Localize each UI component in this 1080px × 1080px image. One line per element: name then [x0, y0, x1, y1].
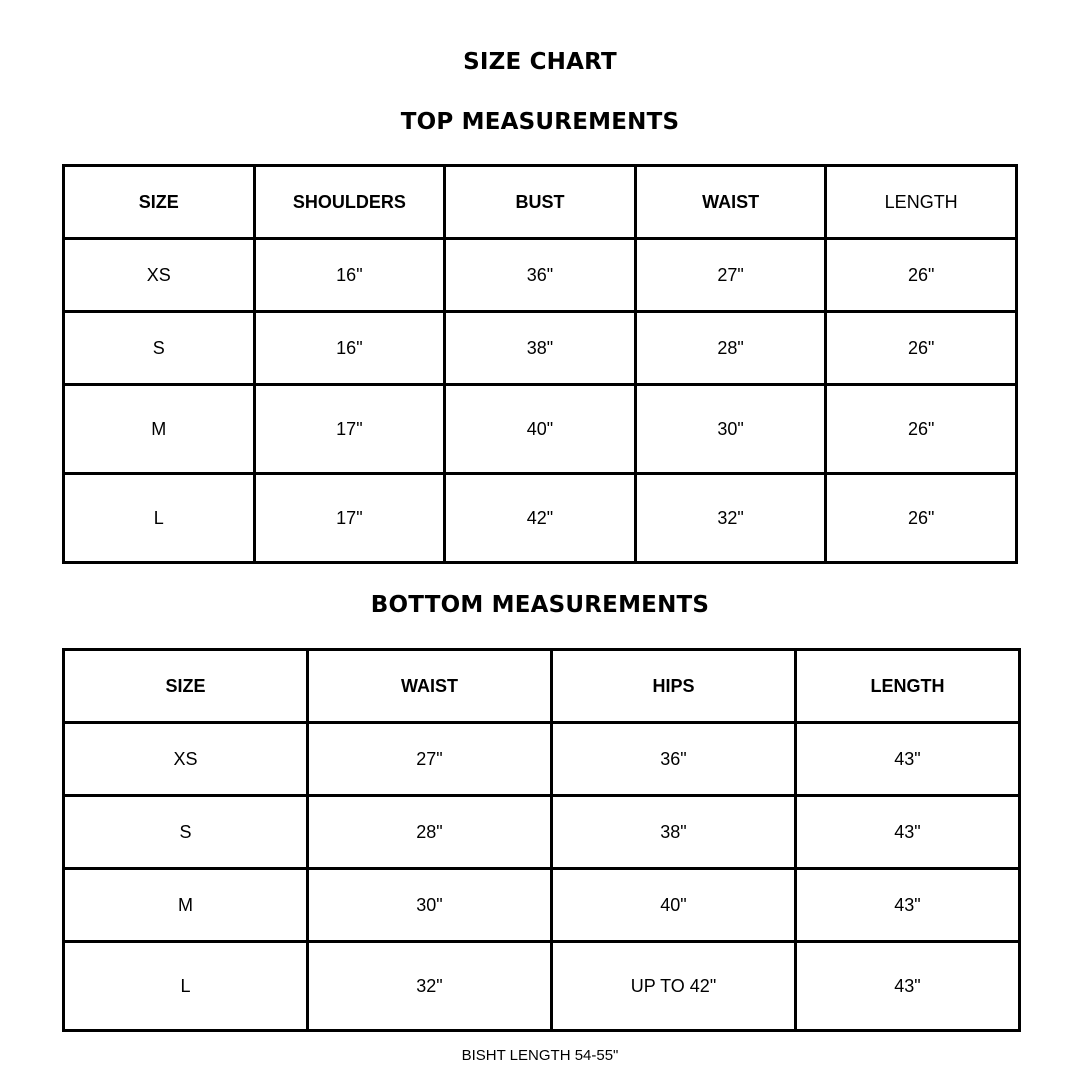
cell-hips: 36": [552, 723, 796, 796]
header-length: LENGTH: [826, 166, 1017, 239]
header-bust: BUST: [445, 166, 636, 239]
header-length: LENGTH: [796, 650, 1020, 723]
table-header-row: [64, 650, 1020, 723]
table-row: [64, 723, 1020, 796]
cell-length: 26": [826, 385, 1017, 474]
cell-hips: 40": [552, 869, 796, 942]
cell-hips: 38": [552, 796, 796, 869]
cell-bust: 40": [445, 385, 636, 474]
cell-waist: 27": [635, 239, 826, 312]
header-hips: HIPS: [552, 650, 796, 723]
cell-length: 43": [796, 942, 1020, 1031]
cell-length: 43": [796, 796, 1020, 869]
cell-waist: 30": [308, 869, 552, 942]
cell-shoulders: 17": [254, 385, 445, 474]
cell-length: 43": [796, 723, 1020, 796]
cell-shoulders: 17": [254, 474, 445, 563]
bottom-measurements-table: [62, 648, 1021, 1032]
table-row: [64, 942, 1020, 1031]
cell-waist: 32": [308, 942, 552, 1031]
table-row: [64, 385, 1017, 474]
cell-waist: 27": [308, 723, 552, 796]
header-size: SIZE: [64, 650, 308, 723]
bottom-measurements-title: BOTTOM MEASUREMENTS: [370, 592, 710, 618]
table-row: [64, 312, 1017, 385]
cell-shoulders: 16": [254, 312, 445, 385]
header-size: SIZE: [64, 166, 255, 239]
cell-length: 43": [796, 869, 1020, 942]
cell-size: L: [64, 474, 255, 563]
cell-shoulders: 16": [254, 239, 445, 312]
cell-waist: 28": [308, 796, 552, 869]
table-row: [64, 239, 1017, 312]
cell-size: L: [64, 942, 308, 1031]
cell-waist: 30": [635, 385, 826, 474]
cell-length: 26": [826, 312, 1017, 385]
table-row: [64, 796, 1020, 869]
table-header-row: [64, 166, 1017, 239]
top-measurements-table: [62, 164, 1018, 564]
cell-length: 26": [826, 239, 1017, 312]
bisht-length-note: BISHT LENGTH 54-55": [461, 1047, 619, 1064]
cell-hips: UP TO 42": [552, 942, 796, 1031]
cell-size: S: [64, 796, 308, 869]
table-row: [64, 869, 1020, 942]
header-shoulders: SHOULDERS: [254, 166, 445, 239]
cell-size: S: [64, 312, 255, 385]
cell-waist: 32": [635, 474, 826, 563]
top-measurements-title: TOP MEASUREMENTS: [400, 109, 680, 135]
cell-size: XS: [64, 239, 255, 312]
cell-size: M: [64, 869, 308, 942]
cell-bust: 38": [445, 312, 636, 385]
cell-length: 26": [826, 474, 1017, 563]
cell-size: XS: [64, 723, 308, 796]
cell-bust: 42": [445, 474, 636, 563]
header-waist: WAIST: [635, 166, 826, 239]
cell-waist: 28": [635, 312, 826, 385]
table-row: [64, 474, 1017, 563]
cell-bust: 36": [445, 239, 636, 312]
cell-size: M: [64, 385, 255, 474]
header-waist: WAIST: [308, 650, 552, 723]
page-title: SIZE CHART: [463, 49, 617, 75]
